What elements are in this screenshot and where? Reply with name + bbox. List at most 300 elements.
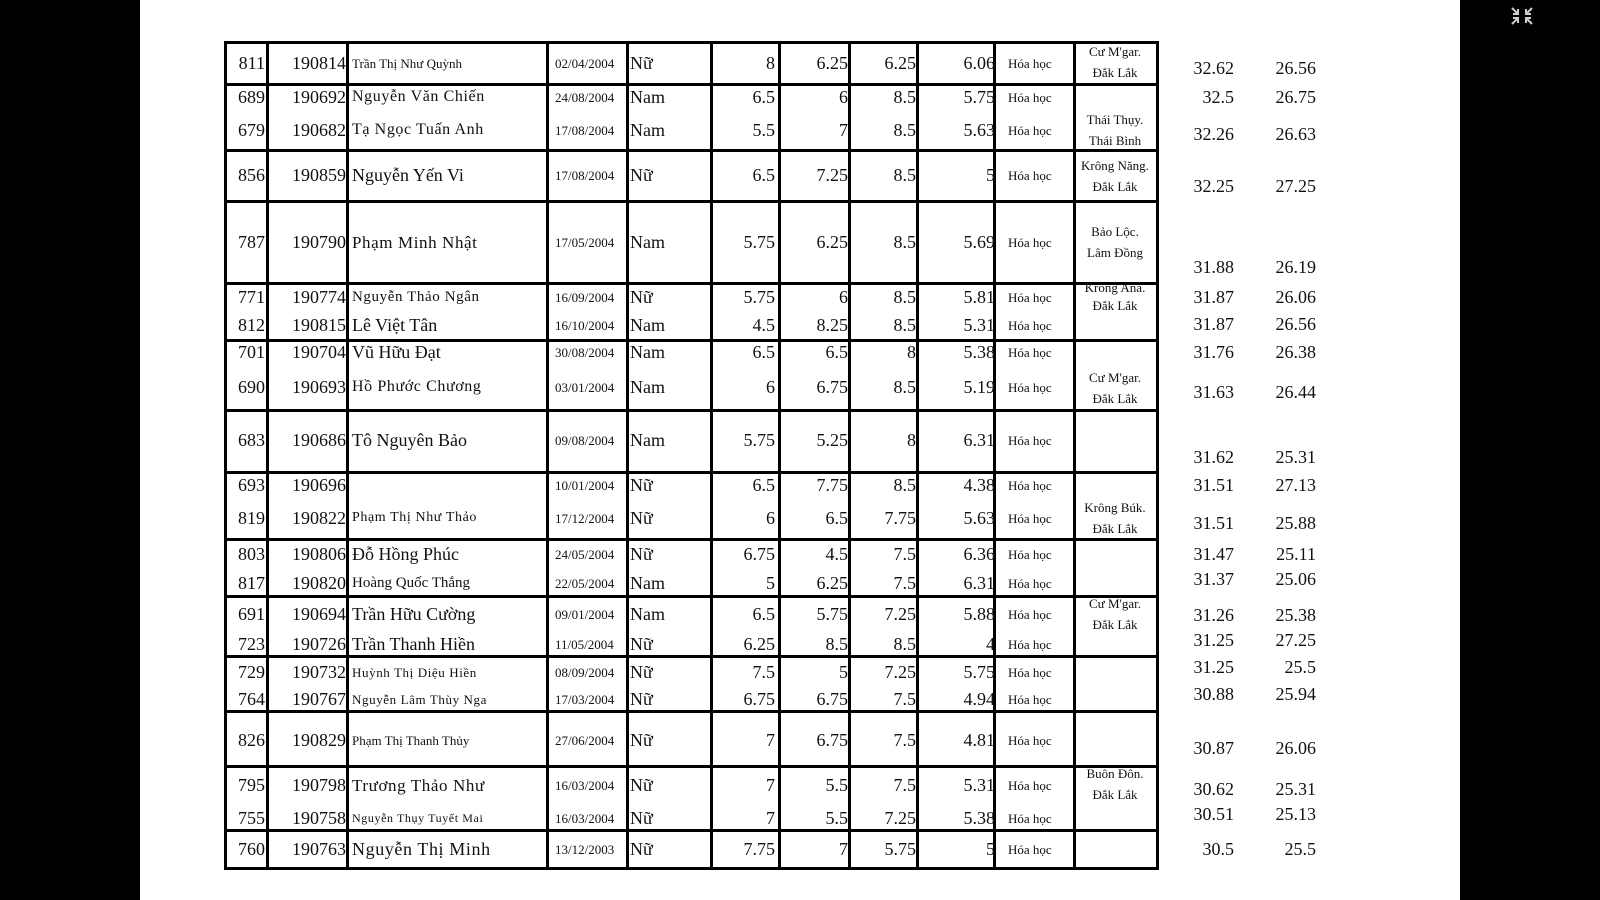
student-name-cell: Lê Việt Tân bbox=[352, 315, 438, 335]
birth-date-cell: 24/08/2004 bbox=[555, 90, 615, 105]
candidate-number-cell: 190726 bbox=[292, 634, 346, 654]
subject-cell: Hóa học bbox=[1008, 380, 1052, 395]
student-name-cell: Phạm Minh Nhật bbox=[352, 233, 478, 252]
score-3-cell: 8.5 bbox=[893, 87, 916, 107]
score-1-cell: 6.5 bbox=[752, 475, 775, 495]
rank-cell: 689 bbox=[238, 87, 265, 107]
rank-cell: 729 bbox=[238, 662, 265, 682]
total-score-cell: 32.25 bbox=[1193, 176, 1234, 196]
average-score-cell: 26.38 bbox=[1275, 342, 1316, 362]
table-row-border bbox=[224, 655, 1159, 658]
score-3-cell: 8.5 bbox=[893, 315, 916, 335]
subject-cell: Hóa học bbox=[1008, 607, 1052, 622]
total-score-cell: 31.87 bbox=[1193, 287, 1234, 307]
average-score-cell: 26.75 bbox=[1275, 87, 1316, 107]
gender-cell: Nam bbox=[630, 87, 665, 107]
score-2-cell: 4.5 bbox=[825, 544, 848, 564]
location-line-1: Thái Thụy. bbox=[1086, 112, 1144, 127]
table-column-border bbox=[710, 42, 713, 868]
average-score-cell: 27.13 bbox=[1275, 475, 1316, 495]
student-name-cell: Phạm Thị Như Thảo bbox=[352, 510, 477, 525]
gender-cell: Nữ bbox=[630, 634, 653, 654]
rank-cell: 723 bbox=[238, 634, 265, 654]
score-2-cell: 6.75 bbox=[816, 377, 848, 397]
average-score-cell: 25.38 bbox=[1275, 605, 1316, 625]
average-score-cell: 25.5 bbox=[1284, 657, 1316, 677]
table-row-border bbox=[224, 83, 1159, 86]
gender-cell: Nữ bbox=[630, 775, 653, 795]
total-score-cell: 31.87 bbox=[1193, 314, 1234, 334]
student-name-cell: Hoàng Quốc Thắng bbox=[352, 575, 471, 591]
birth-date-cell: 08/09/2004 bbox=[555, 665, 615, 680]
candidate-number-cell: 190767 bbox=[292, 689, 346, 709]
birth-date-cell: 13/12/2003 bbox=[555, 842, 615, 857]
birth-date-cell: 17/03/2004 bbox=[555, 692, 615, 707]
score-1-cell: 6.5 bbox=[752, 342, 775, 362]
table-row-border bbox=[224, 867, 1159, 870]
candidate-number-cell: 190682 bbox=[292, 120, 346, 140]
score-3-cell: 7.25 bbox=[884, 808, 916, 828]
score-1-cell: 5.75 bbox=[743, 232, 775, 252]
average-score-cell: 25.13 bbox=[1275, 804, 1316, 824]
score-2-cell: 8.5 bbox=[825, 634, 848, 654]
candidate-number-cell: 190774 bbox=[292, 287, 346, 307]
candidate-number-cell: 190704 bbox=[292, 342, 346, 362]
total-score-cell: 32.5 bbox=[1202, 87, 1234, 107]
score-1-cell: 6.5 bbox=[752, 165, 775, 185]
score-3-cell: 7.5 bbox=[893, 544, 916, 564]
score-3-cell: 8 bbox=[907, 430, 916, 450]
total-score-cell: 31.62 bbox=[1193, 447, 1234, 467]
score-1-cell: 6.5 bbox=[752, 87, 775, 107]
location-line-2: Đắk Lắk bbox=[1092, 65, 1138, 80]
subject-cell: Hóa học bbox=[1008, 547, 1052, 562]
score-3-cell: 7.25 bbox=[884, 604, 916, 624]
total-score-cell: 31.25 bbox=[1193, 657, 1234, 677]
score-4-cell: 4 bbox=[986, 634, 995, 654]
score-2-cell: 6.25 bbox=[816, 573, 848, 593]
subject-cell: Hóa học bbox=[1008, 345, 1052, 360]
rank-cell: 795 bbox=[238, 775, 265, 795]
score-2-cell: 5.5 bbox=[825, 775, 848, 795]
candidate-number-cell: 190732 bbox=[292, 662, 346, 682]
rank-cell: 683 bbox=[238, 430, 265, 450]
location-line-1: Cư M'gar. bbox=[1089, 370, 1141, 385]
score-1-cell: 6.75 bbox=[743, 544, 775, 564]
location-line-1: Buôn Đôn. bbox=[1086, 766, 1144, 781]
student-name-cell: Trần Hữu Cường bbox=[352, 604, 476, 624]
score-2-cell: 6 bbox=[839, 87, 848, 107]
student-name-cell: Nguyễn Thị Minh bbox=[352, 839, 491, 859]
score-3-cell: 8.5 bbox=[893, 232, 916, 252]
score-3-cell: 8.5 bbox=[893, 120, 916, 140]
gender-cell: Nam bbox=[630, 315, 665, 335]
rank-cell: 787 bbox=[238, 232, 265, 252]
student-name-cell: Đỗ Hồng Phúc bbox=[352, 544, 459, 564]
birth-date-cell: 17/08/2004 bbox=[555, 168, 615, 183]
rank-cell: 760 bbox=[238, 839, 265, 859]
gender-cell: Nữ bbox=[630, 689, 653, 709]
rank-cell: 691 bbox=[238, 604, 265, 624]
candidate-number-cell: 190696 bbox=[292, 475, 346, 495]
gender-cell: Nữ bbox=[630, 808, 653, 828]
average-score-cell: 25.88 bbox=[1275, 513, 1316, 533]
gender-cell: Nam bbox=[630, 604, 665, 624]
table-row-border bbox=[224, 409, 1159, 412]
birth-date-cell: 16/09/2004 bbox=[555, 290, 615, 305]
candidate-number-cell: 190790 bbox=[292, 232, 346, 252]
score-2-cell: 7.25 bbox=[816, 165, 848, 185]
table-column-border bbox=[916, 42, 919, 868]
score-4-cell: 4.94 bbox=[963, 689, 995, 709]
table-column-border bbox=[1156, 42, 1159, 868]
score-1-cell: 6 bbox=[766, 508, 775, 528]
location-line-2: Đắk Lắk bbox=[1092, 298, 1138, 313]
score-2-cell: 6.5 bbox=[825, 508, 848, 528]
score-1-cell: 7 bbox=[766, 808, 775, 828]
score-1-cell: 8 bbox=[766, 53, 775, 73]
gender-cell: Nữ bbox=[630, 165, 653, 185]
rank-cell: 771 bbox=[238, 287, 265, 307]
table-column-border bbox=[848, 42, 851, 868]
location-line-2: Lâm Đồng bbox=[1087, 245, 1143, 260]
average-score-cell: 26.56 bbox=[1275, 58, 1316, 78]
rank-cell: 679 bbox=[238, 120, 265, 140]
table-row-border bbox=[224, 282, 1159, 285]
gender-cell: Nữ bbox=[630, 53, 653, 73]
table-row-border bbox=[224, 829, 1159, 832]
birth-date-cell: 02/04/2004 bbox=[555, 56, 615, 71]
total-score-cell: 31.63 bbox=[1193, 382, 1234, 402]
table-column-border bbox=[346, 42, 349, 868]
average-score-cell: 25.11 bbox=[1276, 544, 1316, 564]
table-column-border bbox=[266, 42, 269, 868]
average-score-cell: 26.06 bbox=[1275, 738, 1316, 758]
score-4-cell: 5 bbox=[986, 165, 995, 185]
score-2-cell: 6.25 bbox=[816, 232, 848, 252]
average-score-cell: 27.25 bbox=[1275, 630, 1316, 650]
score-3-cell: 7.25 bbox=[884, 662, 916, 682]
location-line-1: Cư M'gar. bbox=[1089, 44, 1141, 59]
score-3-cell: 7.5 bbox=[893, 775, 916, 795]
location-line-1: Krong Ana. bbox=[1084, 280, 1146, 295]
score-4-cell: 5.81 bbox=[963, 287, 995, 307]
score-2-cell: 7 bbox=[839, 120, 848, 140]
student-name-cell: Nguyễn Văn Chiến bbox=[352, 88, 485, 105]
subject-cell: Hóa học bbox=[1008, 168, 1052, 183]
score-2-cell: 6.75 bbox=[816, 730, 848, 750]
score-3-cell: 7.5 bbox=[893, 730, 916, 750]
score-2-cell: 6 bbox=[839, 287, 848, 307]
score-2-cell: 6.25 bbox=[816, 53, 848, 73]
rank-cell: 693 bbox=[238, 475, 265, 495]
rank-cell: 755 bbox=[238, 808, 265, 828]
total-score-cell: 31.26 bbox=[1193, 605, 1234, 625]
table-row-border bbox=[224, 538, 1159, 541]
score-3-cell: 5.75 bbox=[884, 839, 916, 859]
candidate-number-cell: 190758 bbox=[292, 808, 346, 828]
gender-cell: Nữ bbox=[630, 475, 653, 495]
subject-cell: Hóa học bbox=[1008, 290, 1052, 305]
score-2-cell: 7 bbox=[839, 839, 848, 859]
rank-cell: 690 bbox=[238, 377, 265, 397]
table-row-border bbox=[224, 149, 1159, 152]
total-score-cell: 30.88 bbox=[1193, 684, 1234, 704]
location-line-2: Đắk Lắk bbox=[1092, 179, 1138, 194]
location-line-1: Bảo Lộc. bbox=[1091, 224, 1139, 239]
total-score-cell: 31.88 bbox=[1193, 257, 1234, 277]
gender-cell: Nam bbox=[630, 232, 665, 252]
average-score-cell: 25.06 bbox=[1275, 569, 1316, 589]
birth-date-cell: 16/10/2004 bbox=[555, 318, 615, 333]
table-row-border bbox=[224, 595, 1159, 598]
total-score-cell: 31.51 bbox=[1193, 475, 1234, 495]
average-score-cell: 26.44 bbox=[1275, 382, 1316, 402]
gender-cell: Nam bbox=[630, 120, 665, 140]
score-3-cell: 7.75 bbox=[884, 508, 916, 528]
subject-cell: Hóa học bbox=[1008, 318, 1052, 333]
score-4-cell: 5.75 bbox=[963, 87, 995, 107]
birth-date-cell: 16/03/2004 bbox=[555, 811, 615, 826]
score-1-cell: 7.5 bbox=[752, 662, 775, 682]
rank-cell: 701 bbox=[238, 342, 265, 362]
table-row-border bbox=[224, 471, 1159, 474]
student-name-cell: Huỳnh Thị Diệu Hiền bbox=[352, 665, 477, 680]
total-score-cell: 30.87 bbox=[1193, 738, 1234, 758]
location-line-2: Đắk Lắk bbox=[1092, 391, 1138, 406]
total-score-cell: 31.25 bbox=[1193, 630, 1234, 650]
location-line-1: Cư M'gar. bbox=[1089, 596, 1141, 611]
location-line-2: Đắk Lắk bbox=[1092, 617, 1138, 632]
score-1-cell: 7 bbox=[766, 775, 775, 795]
average-score-cell: 26.06 bbox=[1275, 287, 1316, 307]
student-name-cell: Trương Thảo Như bbox=[352, 776, 485, 795]
score-3-cell: 8.5 bbox=[893, 634, 916, 654]
candidate-number-cell: 190829 bbox=[292, 730, 346, 750]
subject-cell: Hóa học bbox=[1008, 433, 1052, 448]
gender-cell: Nam bbox=[630, 573, 665, 593]
average-score-cell: 26.56 bbox=[1275, 314, 1316, 334]
score-2-cell: 5.25 bbox=[816, 430, 848, 450]
score-2-cell: 8.25 bbox=[816, 315, 848, 335]
total-score-cell: 31.37 bbox=[1193, 569, 1234, 589]
student-name-cell: Hồ Phước Chương bbox=[352, 378, 482, 395]
candidate-number-cell: 190686 bbox=[292, 430, 346, 450]
subject-cell: Hóa học bbox=[1008, 123, 1052, 138]
student-name-cell: Phạm Thị Thanh Thủy bbox=[352, 733, 470, 748]
subject-cell: Hóa học bbox=[1008, 90, 1052, 105]
gender-cell: Nam bbox=[630, 430, 665, 450]
score-4-cell: 5.31 bbox=[963, 315, 995, 335]
score-1-cell: 6.5 bbox=[752, 604, 775, 624]
candidate-number-cell: 190822 bbox=[292, 508, 346, 528]
score-4-cell: 5.63 bbox=[963, 120, 995, 140]
candidate-number-cell: 190815 bbox=[292, 315, 346, 335]
student-name-cell: Trần Thị Như Quỳnh bbox=[352, 56, 462, 71]
total-score-cell: 32.62 bbox=[1193, 58, 1234, 78]
rank-cell: 819 bbox=[238, 508, 265, 528]
average-score-cell: 25.5 bbox=[1284, 839, 1316, 859]
table-row-border bbox=[224, 710, 1159, 713]
location-line-1: Krông Búk. bbox=[1084, 500, 1146, 515]
rank-cell: 764 bbox=[238, 689, 265, 709]
subject-cell: Hóa học bbox=[1008, 665, 1052, 680]
student-name-cell: Nguyễn Lâm Thùy Nga bbox=[352, 692, 487, 707]
gender-cell: Nam bbox=[630, 377, 665, 397]
score-4-cell: 6.31 bbox=[963, 430, 995, 450]
location-line-2: Thái Bình bbox=[1088, 133, 1142, 148]
table-row-border bbox=[224, 765, 1159, 768]
score-4-cell: 5.38 bbox=[963, 342, 995, 362]
table-row-border bbox=[224, 41, 1159, 44]
candidate-number-cell: 190806 bbox=[292, 544, 346, 564]
subject-cell: Hóa học bbox=[1008, 478, 1052, 493]
birth-date-cell: 10/01/2004 bbox=[555, 478, 615, 493]
score-4-cell: 4.81 bbox=[963, 730, 995, 750]
candidate-number-cell: 190693 bbox=[292, 377, 346, 397]
table-column-border bbox=[546, 42, 549, 868]
student-name-cell: Vũ Hữu Đạt bbox=[352, 342, 441, 362]
birth-date-cell: 22/05/2004 bbox=[555, 576, 615, 591]
score-4-cell: 6.36 bbox=[963, 544, 995, 564]
student-name-cell: Nguyễn Yến Vi bbox=[352, 165, 464, 185]
total-score-cell: 31.51 bbox=[1193, 513, 1234, 533]
rank-cell: 803 bbox=[238, 544, 265, 564]
score-4-cell: 4.38 bbox=[963, 475, 995, 495]
candidate-number-cell: 190798 bbox=[292, 775, 346, 795]
rank-cell: 856 bbox=[238, 165, 265, 185]
birth-date-cell: 09/01/2004 bbox=[555, 607, 615, 622]
score-3-cell: 8 bbox=[907, 342, 916, 362]
student-name-cell: Tạ Ngọc Tuấn Anh bbox=[352, 121, 484, 138]
table-column-border bbox=[224, 42, 227, 868]
table-row-border bbox=[224, 200, 1159, 203]
candidate-number-cell: 190859 bbox=[292, 165, 346, 185]
candidate-number-cell: 190692 bbox=[292, 87, 346, 107]
gender-cell: Nữ bbox=[630, 287, 653, 307]
birth-date-cell: 17/12/2004 bbox=[555, 511, 615, 526]
total-score-cell: 32.26 bbox=[1193, 124, 1234, 144]
score-3-cell: 8.5 bbox=[893, 377, 916, 397]
score-3-cell: 7.5 bbox=[893, 573, 916, 593]
candidate-number-cell: 190694 bbox=[292, 604, 346, 624]
score-1-cell: 5.5 bbox=[752, 120, 775, 140]
score-1-cell: 6.25 bbox=[743, 634, 775, 654]
rank-cell: 812 bbox=[238, 315, 265, 335]
score-1-cell: 5.75 bbox=[743, 287, 775, 307]
birth-date-cell: 24/05/2004 bbox=[555, 547, 615, 562]
location-line-2: Đắk Lắk bbox=[1092, 787, 1138, 802]
score-2-cell: 6.5 bbox=[825, 342, 848, 362]
score-4-cell: 5.69 bbox=[963, 232, 995, 252]
birth-date-cell: 16/03/2004 bbox=[555, 778, 615, 793]
score-1-cell: 4.5 bbox=[752, 315, 775, 335]
gender-cell: Nữ bbox=[630, 839, 653, 859]
score-4-cell: 5 bbox=[986, 839, 995, 859]
score-4-cell: 5.38 bbox=[963, 808, 995, 828]
average-score-cell: 26.63 bbox=[1275, 124, 1316, 144]
score-2-cell: 5.75 bbox=[816, 604, 848, 624]
score-3-cell: 7.5 bbox=[893, 689, 916, 709]
subject-cell: Hóa học bbox=[1008, 692, 1052, 707]
subject-cell: Hóa học bbox=[1008, 511, 1052, 526]
location-line-2: Đắk Lắk bbox=[1092, 521, 1138, 536]
total-score-cell: 30.62 bbox=[1193, 779, 1234, 799]
score-3-cell: 8.5 bbox=[893, 287, 916, 307]
score-1-cell: 5 bbox=[766, 573, 775, 593]
average-score-cell: 25.94 bbox=[1275, 684, 1316, 704]
candidate-number-cell: 190763 bbox=[292, 839, 346, 859]
student-name-cell: Trần Thanh Hiền bbox=[352, 634, 475, 654]
total-score-cell: 31.47 bbox=[1193, 544, 1234, 564]
birth-date-cell: 17/08/2004 bbox=[555, 123, 615, 138]
score-1-cell: 6.75 bbox=[743, 689, 775, 709]
gender-cell: Nam bbox=[630, 342, 665, 362]
birth-date-cell: 03/01/2004 bbox=[555, 380, 615, 395]
student-name-cell: Nguyễn Thụy Tuyết Mai bbox=[352, 811, 484, 825]
score-1-cell: 7 bbox=[766, 730, 775, 750]
subject-cell: Hóa học bbox=[1008, 811, 1052, 826]
gender-cell: Nữ bbox=[630, 508, 653, 528]
score-3-cell: 8.5 bbox=[893, 165, 916, 185]
location-line-1: Krông Năng. bbox=[1081, 158, 1149, 173]
score-4-cell: 5.19 bbox=[963, 377, 995, 397]
candidate-number-cell: 190820 bbox=[292, 573, 346, 593]
score-4-cell: 6.06 bbox=[963, 53, 995, 73]
gender-cell: Nữ bbox=[630, 662, 653, 682]
total-score-cell: 30.51 bbox=[1193, 804, 1234, 824]
birth-date-cell: 17/05/2004 bbox=[555, 235, 615, 250]
subject-cell: Hóa học bbox=[1008, 235, 1052, 250]
average-score-cell: 25.31 bbox=[1275, 779, 1316, 799]
score-4-cell: 5.31 bbox=[963, 775, 995, 795]
rank-cell: 826 bbox=[238, 730, 265, 750]
birth-date-cell: 11/05/2004 bbox=[555, 637, 614, 652]
subject-cell: Hóa học bbox=[1008, 56, 1052, 71]
average-score-cell: 25.31 bbox=[1275, 447, 1316, 467]
gender-cell: Nữ bbox=[630, 544, 653, 564]
score-3-cell: 6.25 bbox=[884, 53, 916, 73]
candidate-number-cell: 190814 bbox=[292, 53, 346, 73]
subject-cell: Hóa học bbox=[1008, 778, 1052, 793]
score-2-cell: 5.5 bbox=[825, 808, 848, 828]
total-score-cell: 31.76 bbox=[1193, 342, 1234, 362]
score-1-cell: 7.75 bbox=[743, 839, 775, 859]
subject-cell: Hóa học bbox=[1008, 576, 1052, 591]
subject-cell: Hóa học bbox=[1008, 733, 1052, 748]
birth-date-cell: 09/08/2004 bbox=[555, 433, 615, 448]
table-column-border bbox=[626, 42, 629, 868]
score-1-cell: 6 bbox=[766, 377, 775, 397]
subject-cell: Hóa học bbox=[1008, 842, 1052, 857]
student-name-cell: Tô Nguyên Bảo bbox=[352, 430, 467, 450]
score-2-cell: 5 bbox=[839, 662, 848, 682]
score-2-cell: 7.75 bbox=[816, 475, 848, 495]
score-1-cell: 5.75 bbox=[743, 430, 775, 450]
total-score-cell: 30.5 bbox=[1202, 839, 1234, 859]
rank-cell: 811 bbox=[238, 53, 265, 73]
average-score-cell: 26.19 bbox=[1275, 257, 1316, 277]
score-4-cell: 5.88 bbox=[963, 604, 995, 624]
average-score-cell: 27.25 bbox=[1275, 176, 1316, 196]
table-column-border bbox=[778, 42, 781, 868]
exit-fullscreen-icon[interactable] bbox=[1508, 4, 1536, 28]
score-4-cell: 5.63 bbox=[963, 508, 995, 528]
score-2-cell: 6.75 bbox=[816, 689, 848, 709]
rank-cell: 817 bbox=[238, 573, 265, 593]
birth-date-cell: 30/08/2004 bbox=[555, 345, 615, 360]
birth-date-cell: 27/06/2004 bbox=[555, 733, 615, 748]
